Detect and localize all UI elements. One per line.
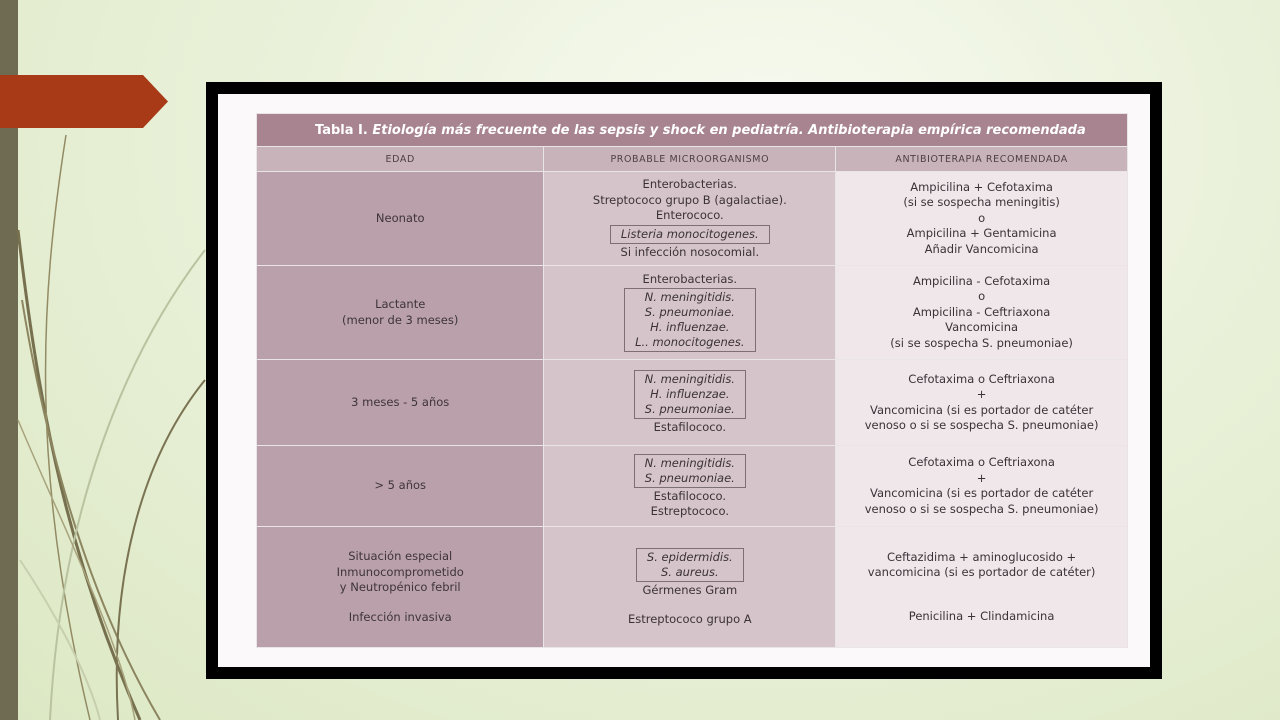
age-cell: Lactante (menor de 3 meses) [257,266,544,360]
table-title-text: Etiología más frecuente de las sepsis y shock en pediatría. Antibioterapia empírica recomendada [372,122,1086,138]
header-edad: EDAD [257,147,544,172]
microorganism-box: N. meningitidis. S. pneumoniae. [634,454,746,488]
antibiotic-cell: Ampicilina + Cefotaxima (si se sospecha meningitis) o Ampicilina + Gentamicina Añadir Vancomicina [836,172,1128,266]
table-row [257,527,1128,648]
age-cell: Situación especial Inmunocomprometido y Neutropénico febril Infección invasiva [257,527,544,648]
microorganism-box: N. meningitidis. H. influenzae. S. pneumoniae. [634,370,746,419]
sepsis-table [256,113,1128,648]
microorganism-cell: Enterobacterias. N. meningitidis. S. pneumoniae. H. influenzae. L.. monocitogenes. [544,266,836,360]
microorganism-cell: S. epidermidis. S. aureus. Gérmenes Gram Estreptococo grupo A [544,527,836,648]
table-row [257,266,1128,360]
antibiotic-cell: Cefotaxima o Ceftriaxona + Vancomicina (si es portador de catéter venoso o si se sospecha S. pneumoniae) [836,446,1128,527]
microorganism-box: N. meningitidis. S. pneumoniae. H. influenzae. L.. monocitogenes. [624,288,755,352]
header-antibioterapia: ANTIBIOTERAPIA RECOMENDADA [836,147,1128,172]
microorganism-box: S. epidermidis. S. aureus. [636,548,744,582]
antibiotic-cell: Cefotaxima o Ceftriaxona + Vancomicina (si es portador de catéter venoso o si se sospecha S. pneumoniae) [836,360,1128,446]
microorganism-cell: N. meningitidis. H. influenzae. S. pneumoniae. Estafilococo. [544,360,836,446]
header-microorganismo: PROBABLE MICROORGANISMO [544,147,836,172]
microorganism-cell: Enterobacterias. Streptococo grupo B (agalactiae). Enterococo. Listeria monocitogenes. Si infección nosocomial. [544,172,836,266]
table-row [257,446,1128,527]
table-title-row [257,114,1128,147]
table-title [257,114,1128,147]
microorganism-cell: N. meningitidis. S. pneumoniae. Estafilococo. Estreptococo. [544,446,836,527]
table-row [257,360,1128,446]
age-cell: Neonato [257,172,544,266]
table-header-row [257,147,1128,172]
table-title-prefix: Tabla I. [315,122,368,138]
age-cell: 3 meses - 5 años [257,360,544,446]
table-row [257,172,1128,266]
image-frame [206,82,1162,679]
antibiotic-cell: Ceftazidima + aminoglucosido + vancomicina (si es portador de catéter) Penicilina + Clindamicina [836,527,1128,648]
antibiotic-cell: Ampicilina - Cefotaxima o Ampicilina - Ceftriaxona Vancomicina (si se sospecha S. pneumoniae) [836,266,1128,360]
microorganism-box: Listeria monocitogenes. [610,225,770,244]
table-image [218,94,1150,667]
age-cell: > 5 años [257,446,544,527]
